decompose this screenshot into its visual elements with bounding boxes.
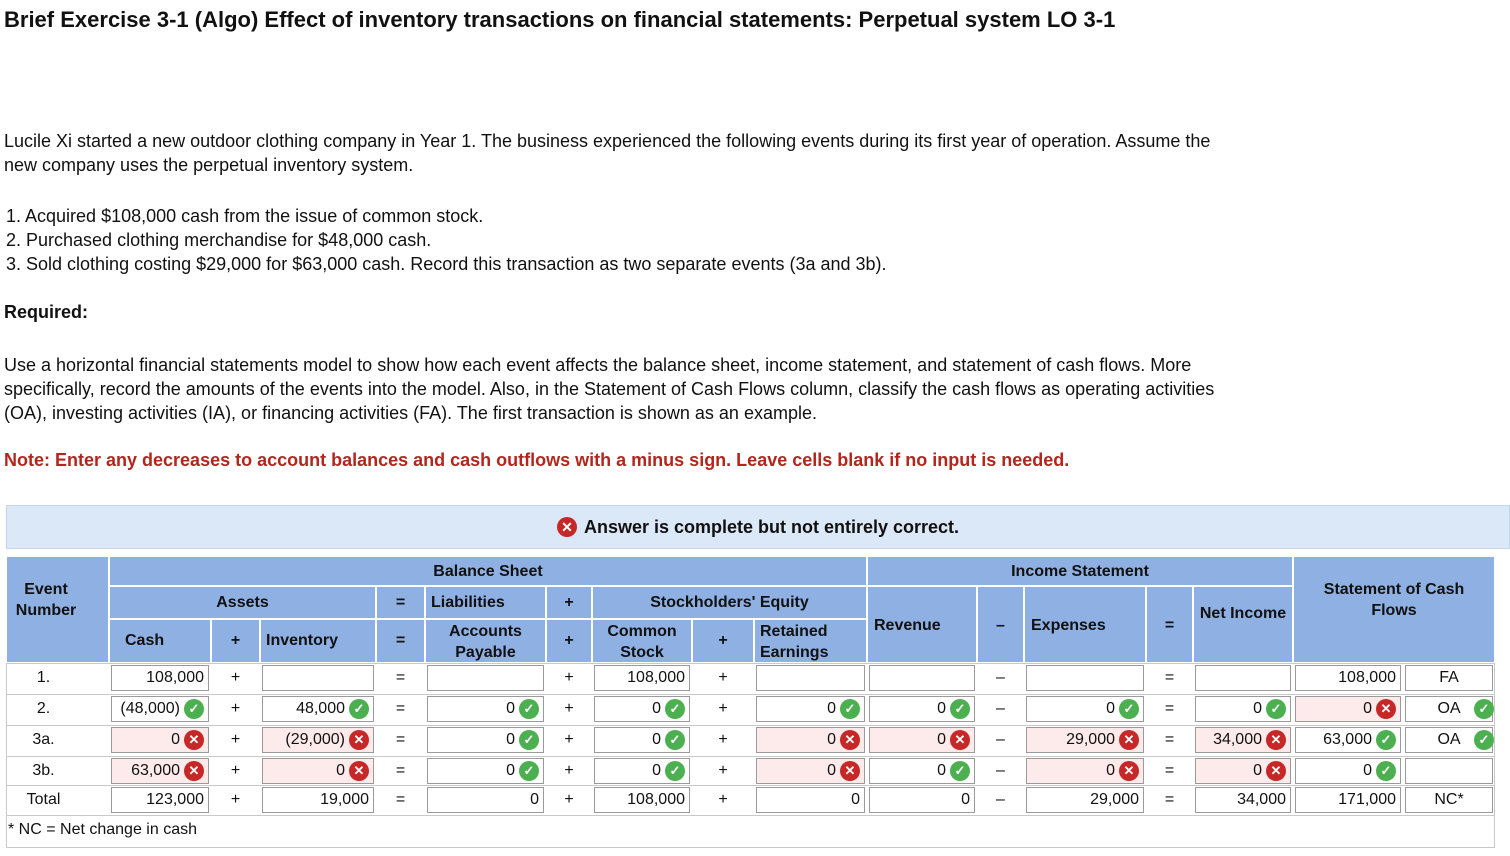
inv-input[interactable] xyxy=(262,696,374,722)
operator-sign: = xyxy=(1164,731,1175,748)
cell-value: 0 xyxy=(530,791,539,808)
cash-header: Cash xyxy=(109,619,211,663)
correct-check-icon: ✓ xyxy=(1474,730,1494,750)
cell-value: 108,000 xyxy=(146,669,204,686)
ap-input[interactable] xyxy=(427,727,544,753)
cf-input[interactable] xyxy=(1295,696,1401,722)
correct-check-icon: ✓ xyxy=(665,761,685,781)
required-label: Required: xyxy=(4,302,89,322)
footnote: * NC = Net change in cash xyxy=(8,821,197,838)
correct-check-icon: ✓ xyxy=(1376,730,1396,750)
event-label: 3a. xyxy=(32,731,55,748)
cell-value: 0 xyxy=(1106,700,1115,717)
incorrect-x-icon: ✕ xyxy=(184,730,204,750)
operator-sign: + xyxy=(564,669,574,686)
cell-value: NC* xyxy=(1434,791,1464,808)
cell-value: 63,000 xyxy=(131,762,180,779)
incorrect-x-icon: ✕ xyxy=(1266,730,1286,750)
cf-input[interactable] xyxy=(1295,665,1401,691)
cell-value: (29,000) xyxy=(285,731,345,748)
correct-check-icon: ✓ xyxy=(1119,699,1139,719)
cf-input[interactable] xyxy=(1295,758,1401,784)
liabilities-header: Liabilities xyxy=(425,586,546,619)
exp-input[interactable] xyxy=(1026,787,1144,813)
incorrect-icon: ✕ xyxy=(557,517,577,537)
operator-sign: = xyxy=(1164,762,1175,779)
instructions-text: Use a horizontal financial statements model to show how each event affects the balance sheet, income statement, and statement of cash flows. More specifically, record the amounts of the events into the model. Also, in the Statement of Cash Flows column, classify the cash flows as operating activities (OA), investing activities (IA), or financing activities (FA). The first transaction is shown as an example. xyxy=(4,355,1215,423)
cell-value: 0 xyxy=(652,731,661,748)
equals-header: = xyxy=(376,619,425,663)
cell-value: 0 xyxy=(506,762,515,779)
assets-header: Assets xyxy=(109,586,376,619)
ni-input[interactable] xyxy=(1195,727,1291,753)
cs-input[interactable] xyxy=(594,758,690,784)
incorrect-x-icon: ✕ xyxy=(349,761,369,781)
correct-check-icon: ✓ xyxy=(950,761,970,781)
cls-input[interactable] xyxy=(1405,696,1493,722)
accounts-payable-header: Accounts Payable xyxy=(425,619,546,663)
operator-sign: + xyxy=(230,762,241,779)
balance-sheet-header: Balance Sheet xyxy=(109,556,867,586)
cell-value: OA xyxy=(1437,731,1461,748)
operator-sign: – xyxy=(996,731,1005,748)
cash-input[interactable] xyxy=(111,727,209,753)
cell-value: FA xyxy=(1439,669,1459,686)
correct-check-icon: ✓ xyxy=(665,699,685,719)
operator-sign: – xyxy=(996,700,1005,717)
net-income-header: Net Income xyxy=(1193,586,1293,663)
answer-status-text: Answer is complete but not entirely correct. xyxy=(583,516,960,537)
cell-value: 0 xyxy=(937,731,946,748)
correct-check-icon: ✓ xyxy=(1474,699,1494,719)
inv-input[interactable] xyxy=(262,727,374,753)
operator-sign: + xyxy=(718,700,728,717)
operator-sign: + xyxy=(718,669,728,686)
cell-value: 34,000 xyxy=(1237,791,1286,808)
ni-input[interactable] xyxy=(1195,787,1291,813)
incorrect-x-icon: ✕ xyxy=(184,761,204,781)
note-text: Note: Enter any decreases to account balances and cash outflows with a minus sign. Leave cells blank if no input is needed. xyxy=(4,450,1070,470)
operator-sign: = xyxy=(395,731,406,748)
rev-input[interactable] xyxy=(869,696,975,722)
incorrect-x-icon: ✕ xyxy=(840,730,860,750)
cell-value: 123,000 xyxy=(146,791,204,808)
correct-check-icon: ✓ xyxy=(519,761,539,781)
cls-input[interactable] xyxy=(1405,787,1493,813)
incorrect-x-icon: ✕ xyxy=(1119,730,1139,750)
event-label: 3b. xyxy=(32,762,55,779)
cell-value: 108,000 xyxy=(627,669,685,686)
row-divider xyxy=(6,815,1495,816)
cell-value: 0 xyxy=(851,791,860,808)
operator-sign: = xyxy=(395,669,406,686)
cell-value: 0 xyxy=(1253,700,1262,717)
event-item: 1. Acquired $108,000 cash from the issue of common stock. xyxy=(6,206,484,226)
operator-sign: = xyxy=(1164,669,1175,686)
operator-sign: = xyxy=(395,762,406,779)
correct-check-icon: ✓ xyxy=(184,699,204,719)
cs-input[interactable] xyxy=(594,787,690,813)
cell-value: 0 xyxy=(1363,762,1372,779)
operator-sign: + xyxy=(718,762,728,779)
cell-value: 63,000 xyxy=(1323,731,1372,748)
inventory-header: Inventory xyxy=(260,619,376,663)
plus-header: + xyxy=(211,619,260,663)
cls-input[interactable] xyxy=(1405,665,1493,691)
cash-input[interactable] xyxy=(111,758,209,784)
operator-sign: = xyxy=(1164,700,1175,717)
common-stock-header: Common Stock xyxy=(592,619,692,663)
cell-value: 108,000 xyxy=(1338,669,1396,686)
incorrect-x-icon: ✕ xyxy=(1266,761,1286,781)
event-label: Total xyxy=(26,791,61,808)
cls-input[interactable] xyxy=(1405,758,1493,784)
cell-value: 0 xyxy=(336,762,345,779)
incorrect-x-icon: ✕ xyxy=(840,761,860,781)
cell-value: 0 xyxy=(827,731,836,748)
cell-value: 0 xyxy=(506,731,515,748)
equals-header: = xyxy=(1146,586,1193,663)
rev-input[interactable] xyxy=(869,665,975,691)
cell-value: 29,000 xyxy=(1066,731,1115,748)
cs-input[interactable] xyxy=(594,696,690,722)
operator-sign: = xyxy=(395,700,406,717)
minus-header: – xyxy=(977,586,1024,663)
operator-sign: – xyxy=(996,669,1005,686)
inv-input[interactable] xyxy=(262,787,374,813)
exp-input[interactable] xyxy=(1026,665,1144,691)
operator-sign: = xyxy=(395,791,406,808)
ni-input[interactable] xyxy=(1195,696,1291,722)
cash-input[interactable] xyxy=(111,665,209,691)
financial-statements-model xyxy=(6,556,1495,848)
cell-value: 48,000 xyxy=(296,700,345,717)
cf-input[interactable] xyxy=(1295,727,1401,753)
ap-input[interactable] xyxy=(427,787,544,813)
cell-value: 0 xyxy=(171,731,180,748)
cell-value: 0 xyxy=(937,762,946,779)
correct-check-icon: ✓ xyxy=(519,730,539,750)
answer-status-banner xyxy=(6,505,1510,549)
inv-input[interactable] xyxy=(262,758,374,784)
cell-value: 0 xyxy=(652,700,661,717)
operator-sign: + xyxy=(230,731,241,748)
correct-check-icon: ✓ xyxy=(840,699,860,719)
cell-value: 0 xyxy=(1253,762,1262,779)
cash-flows-header: Statement of Cash Flows xyxy=(1293,556,1495,663)
cls-input[interactable] xyxy=(1405,727,1493,753)
income-statement-header: Income Statement xyxy=(867,556,1293,586)
rev-input[interactable] xyxy=(869,787,975,813)
event-item: 3. Sold clothing costing $29,000 for $63,000 cash. Record this transaction as two separate events (3a and 3b). xyxy=(6,254,887,274)
cell-value: 0 xyxy=(937,700,946,717)
operator-sign: + xyxy=(564,791,574,808)
cell-value: 108,000 xyxy=(627,791,685,808)
cell-value: 19,000 xyxy=(320,791,369,808)
incorrect-x-icon: ✕ xyxy=(950,730,970,750)
cell-value: 0 xyxy=(506,700,515,717)
cell-value: (48,000) xyxy=(120,700,180,717)
plus-header: + xyxy=(692,619,754,663)
stockholders-equity-header: Stockholders' Equity xyxy=(592,586,867,619)
operator-sign: – xyxy=(996,791,1005,808)
re-input[interactable] xyxy=(756,665,865,691)
cell-value: OA xyxy=(1437,700,1461,717)
cell-value: 29,000 xyxy=(1090,791,1139,808)
cs-input[interactable] xyxy=(594,727,690,753)
cell-value: 0 xyxy=(652,762,661,779)
operator-sign: + xyxy=(230,669,241,686)
re-input[interactable] xyxy=(756,758,865,784)
inv-input[interactable] xyxy=(262,665,374,691)
correct-check-icon: ✓ xyxy=(1266,699,1286,719)
incorrect-x-icon: ✕ xyxy=(1119,761,1139,781)
incorrect-x-icon: ✕ xyxy=(1376,699,1396,719)
plus-header: + xyxy=(546,586,592,619)
rev-input[interactable] xyxy=(869,758,975,784)
correct-check-icon: ✓ xyxy=(665,730,685,750)
ni-input[interactable] xyxy=(1195,665,1291,691)
operator-sign: + xyxy=(564,731,574,748)
incorrect-x-icon: ✕ xyxy=(349,730,369,750)
cf-input[interactable] xyxy=(1295,787,1401,813)
events-list xyxy=(6,204,887,276)
operator-sign: + xyxy=(230,791,241,808)
cell-value: 0 xyxy=(1106,762,1115,779)
re-input[interactable] xyxy=(756,696,865,722)
correct-check-icon: ✓ xyxy=(950,699,970,719)
ni-input[interactable] xyxy=(1195,758,1291,784)
operator-sign: + xyxy=(718,731,728,748)
cell-value: 171,000 xyxy=(1338,791,1396,808)
cash-input[interactable] xyxy=(111,787,209,813)
operator-sign: + xyxy=(718,791,728,808)
ap-input[interactable] xyxy=(427,665,544,691)
operator-sign: + xyxy=(564,700,574,717)
exp-input[interactable] xyxy=(1026,727,1144,753)
cell-value: 0 xyxy=(827,762,836,779)
cell-value: 0 xyxy=(1363,700,1372,717)
exp-input[interactable] xyxy=(1026,758,1144,784)
correct-check-icon: ✓ xyxy=(519,699,539,719)
page-title: Brief Exercise 3-1 (Algo) Effect of inventory transactions on financial statements: Perpetual system LO 3-1 xyxy=(4,7,1116,32)
exp-input[interactable] xyxy=(1026,696,1144,722)
correct-check-icon: ✓ xyxy=(1376,761,1396,781)
revenue-header: Revenue xyxy=(867,586,977,663)
expenses-header: Expenses xyxy=(1024,586,1146,663)
plus-header: + xyxy=(546,619,592,663)
intro-text: Lucile Xi started a new outdoor clothing company in Year 1. The business experienced the following events during its first year of operation. Assume the new company uses the perpetual inventory system. xyxy=(4,131,1211,175)
cell-value: 34,000 xyxy=(1213,731,1262,748)
operator-sign: = xyxy=(1164,791,1175,808)
operator-sign: – xyxy=(996,762,1005,779)
ap-input[interactable] xyxy=(427,758,544,784)
cash-input[interactable] xyxy=(111,696,209,722)
event-item: 2. Purchased clothing merchandise for $48,000 cash. xyxy=(6,230,432,250)
cs-input[interactable] xyxy=(594,665,690,691)
event-label: 1. xyxy=(36,669,51,686)
re-input[interactable] xyxy=(756,787,865,813)
ap-input[interactable] xyxy=(427,696,544,722)
operator-sign: + xyxy=(230,700,241,717)
cell-value: 0 xyxy=(961,791,970,808)
re-input[interactable] xyxy=(756,727,865,753)
event-number-header: Event Number xyxy=(6,556,109,663)
retained-earnings-header: Retained Earnings xyxy=(754,619,867,663)
rev-input[interactable] xyxy=(869,727,975,753)
event-label: 2. xyxy=(36,700,51,717)
equals-header: = xyxy=(376,586,425,619)
correct-check-icon: ✓ xyxy=(349,699,369,719)
operator-sign: + xyxy=(564,762,574,779)
cell-value: 0 xyxy=(827,700,836,717)
